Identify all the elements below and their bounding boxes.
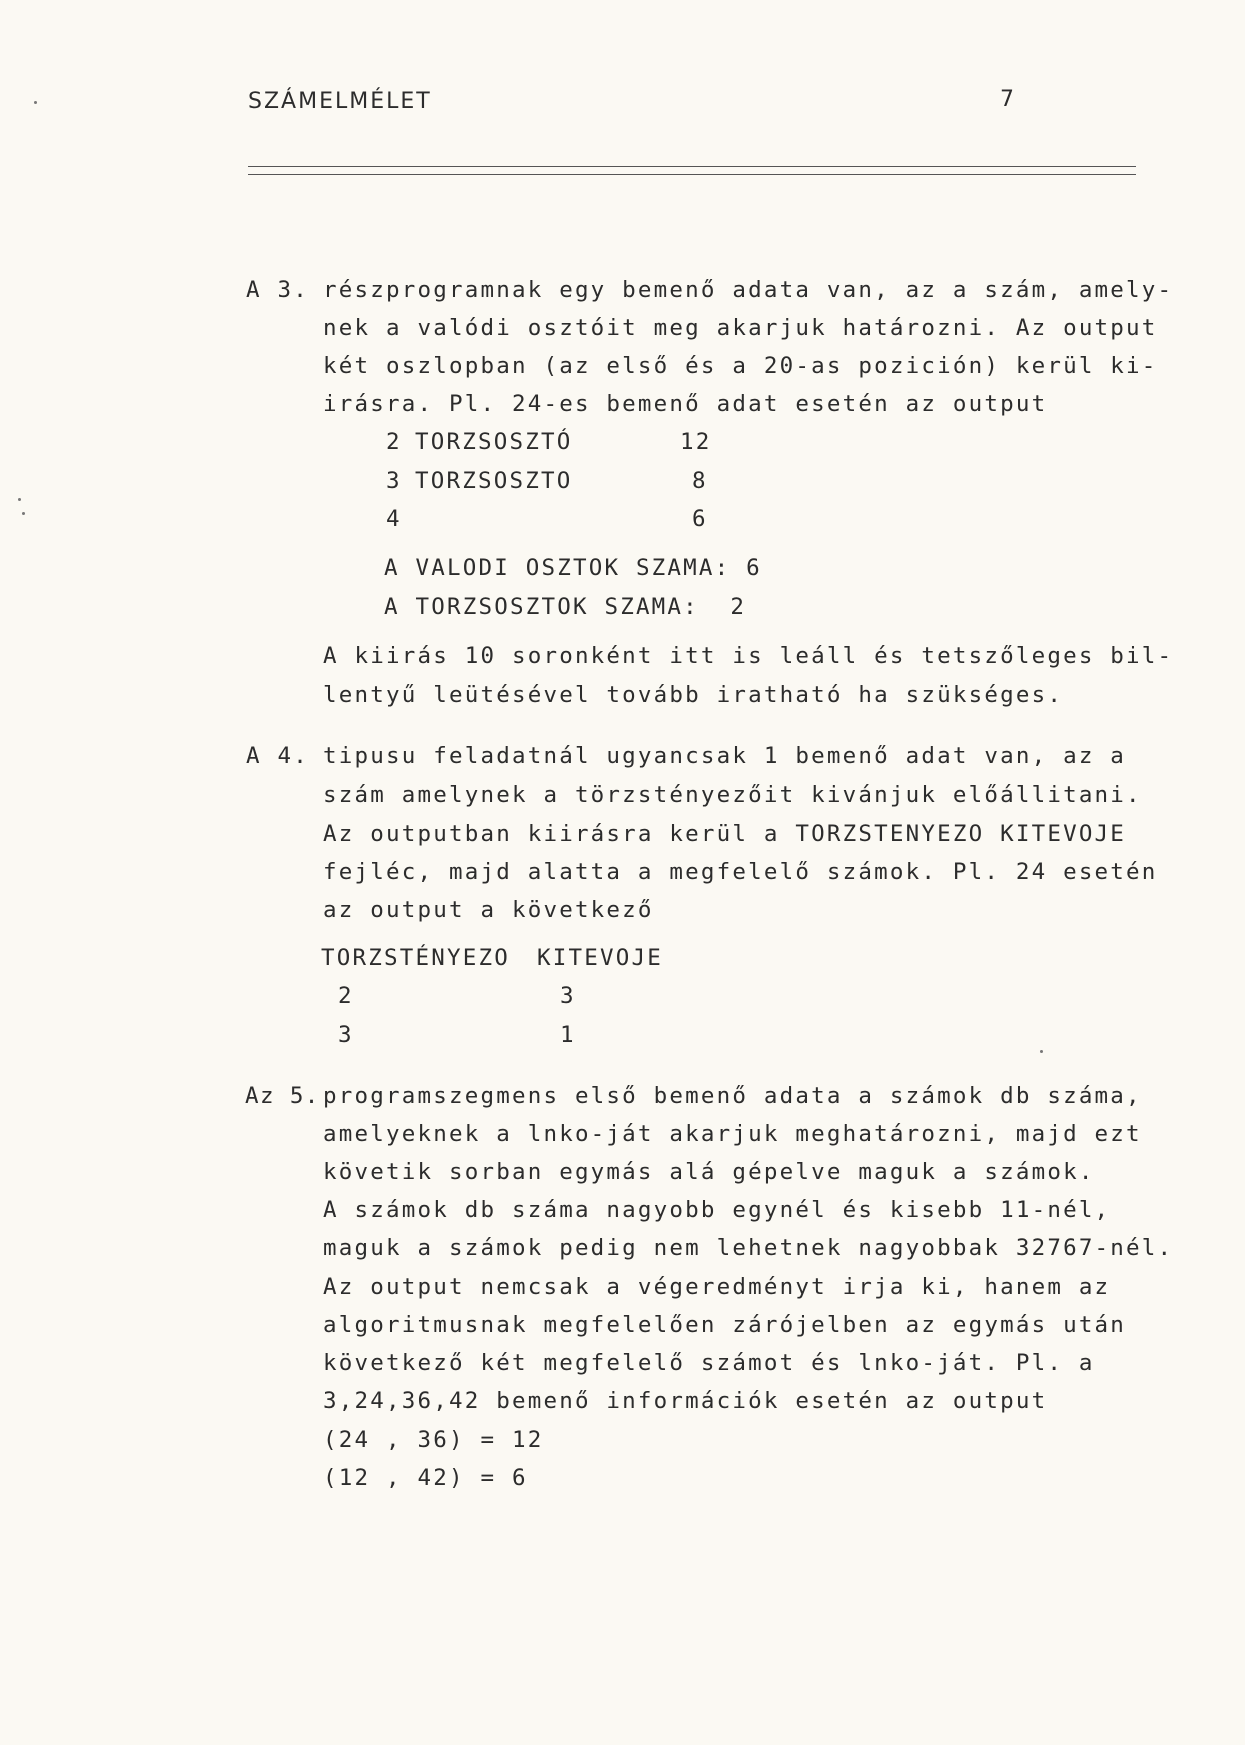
factor-table-header: TORZSTÉNYEZO <box>321 945 510 971</box>
exponent-table-header: KITEVOJE <box>537 945 663 971</box>
factor-cell: 2 <box>338 983 354 1009</box>
result-line: (24 , 36) = 12 <box>323 1427 544 1453</box>
section-5-line: Az output nemcsak a végeredményt irja ki, hanem az <box>323 1274 1111 1300</box>
paper-speck <box>18 498 21 501</box>
summary-line: A TORZSOSZTOK SZAMA: 2 <box>384 594 747 620</box>
section-3-line: nek a valódi osztóit meg akarjuk határozni. Az output <box>323 315 1158 341</box>
output-row-word: TORZSOSZTÓ <box>415 429 573 455</box>
header-divider <box>248 166 1136 175</box>
section-3-line: irásra. Pl. 24-es bemenő adat esetén az output <box>323 391 1048 417</box>
page-number: 7 <box>1000 87 1016 112</box>
section-4-line: fejléc, majd alatta a megfelelő számok. Pl. 24 esetén <box>323 859 1158 885</box>
section-5-line: algoritmusnak megfelelően zárójelben az egymás után <box>323 1312 1127 1338</box>
output-row-num: 3 <box>386 468 402 494</box>
section-5-line: követik sorban egymás alá gépelve maguk a számok. <box>323 1159 1095 1185</box>
section-3-line: részprogramnak egy bemenő adata van, az a szám, amely- <box>323 277 1174 303</box>
section-5-line: 3,24,36,42 bemenő információk esetén az output <box>323 1388 1048 1414</box>
paper-speck <box>22 512 25 515</box>
section-5-line: A számok db száma nagyobb egynél és kisebb 11-nél, <box>323 1197 1111 1223</box>
exponent-cell: 3 <box>560 983 576 1009</box>
section-5-line: amelyeknek a lnko-ját akarjuk meghatározni, majd ezt <box>323 1121 1142 1147</box>
note-line: A kiirás 10 soronként itt is leáll és tetszőleges bil- <box>323 643 1174 669</box>
output-row-word: TORZSOSZTO <box>415 468 573 494</box>
section-5-line: programszegmens első bemenő adata a számok db száma, <box>323 1083 1142 1109</box>
output-row-value: 6 <box>692 506 708 532</box>
factor-cell: 3 <box>338 1022 354 1048</box>
paper-speck <box>1040 1050 1043 1053</box>
output-row-value: 12 <box>680 429 712 455</box>
result-line: (12 , 42) = 6 <box>323 1465 528 1491</box>
section-5-label: Az 5. <box>245 1083 320 1109</box>
section-5-line: maguk a számok pedig nem lehetnek nagyobbak 32767-nél. <box>323 1235 1174 1261</box>
section-4-line: szám amelynek a törzstényezőit kivánjuk előállitani. <box>323 782 1142 808</box>
section-4-line: az output a következő <box>323 897 654 923</box>
section-4-line: Az outputban kiirásra kerül a TORZSTENYEZO KITEVOJE <box>323 821 1127 847</box>
section-3-line: két oszlopban (az első és a 20-as pozición) kerül ki- <box>323 353 1158 379</box>
output-row-num: 2 <box>386 429 402 455</box>
output-row-num: 4 <box>386 506 402 532</box>
section-4-label: A 4. <box>246 743 309 769</box>
section-5-line: következő két megfelelő számot és lnko-ját. Pl. a <box>323 1350 1095 1376</box>
output-row-value: 8 <box>692 468 708 494</box>
paper-speck <box>34 101 37 104</box>
section-4-line: tipusu feladatnál ugyancsak 1 bemenő adat van, az a <box>323 743 1127 769</box>
note-line: lentyű leütésével tovább iratható ha szükséges. <box>323 682 1064 708</box>
running-title: SZÁMELMÉLET <box>248 89 432 114</box>
summary-line: A VALODI OSZTOK SZAMA: 6 <box>384 555 762 581</box>
exponent-cell: 1 <box>560 1022 576 1048</box>
section-3-label: A 3. <box>246 277 309 303</box>
